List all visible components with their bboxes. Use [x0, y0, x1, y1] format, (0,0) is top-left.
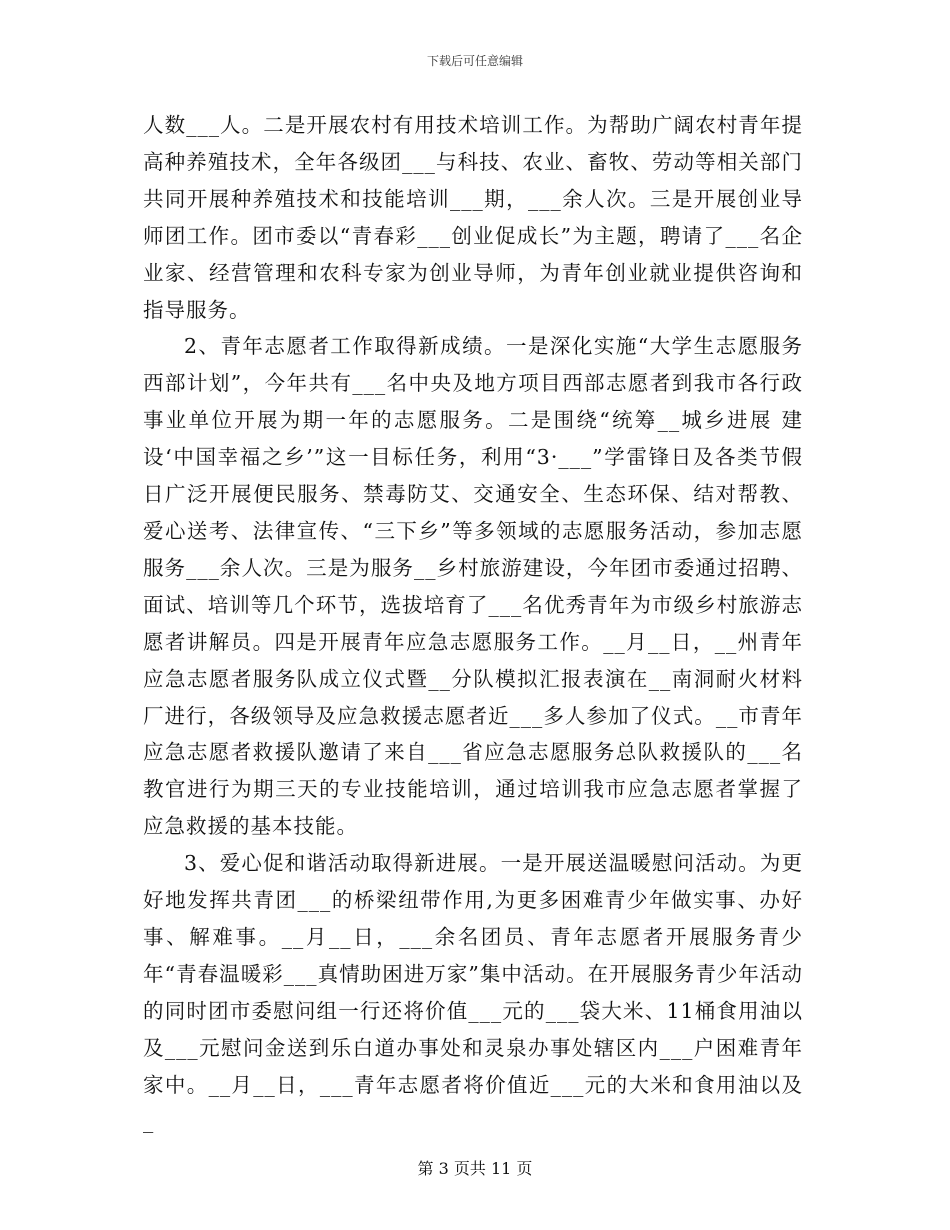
paragraph-2: 2、青年志愿者工作取得新成绩。一是深化实施“大学生志愿服务西部计划”，今年共有___名中央及地方项目西部志愿者到我市各行政事业单位开展为期一年的志愿服务。二是围绕“统筹__城乡进展 建设‘中国幸福之乡’”这一目标任务，利用“3·___”学雷锋日及各类节假日广泛开展便民服务、禁毒防艾、交通安全、生态环保、结对帮教、爱心送考、法律宣传、“三下乡”等多领域的志愿服务活动，参加志愿服务___余人次。三是为服务__乡村旅游建设，今年团市委通过招聘、面试、培训等几个环节，选拔培育了___名优秀青年为市级乡村旅游志愿者讲解员。四是开展青年应急志愿服务工作。__月__日，__州青年应急志愿者服务队成立仪式暨__分队模拟汇报表演在__南洞耐火材料厂进行，各级领导及应急救援志愿者近___多人参加了仪式。__市青年应急志愿者救援队邀请了来自___省应急志愿服务总队救援队的___名教官进行为期三天的专业技能培训，通过培训我市应急志愿者掌握了应急救援的基本技能。 — [143, 334, 803, 839]
page-header: 下载后可任意编辑 — [426, 54, 523, 68]
page-number: 第 3 页共 11 页 — [417, 1159, 533, 1178]
document-body — [143, 107, 803, 1140]
paragraph-3: 3、爱心促和谐活动取得新进展。一是开展送温暖慰问活动。为更好地发挥共青团___的桥梁纽带作用,为更多困难青少年做实事、办好事、解难事。__月__日，___余名团员、青年志愿者开展服务青少年“青春温暖彩___真情助困进万家”集中活动。在开展服务青少年活动的同时团市委慰问组一行还将价值___元的___袋大米、11桶食用油以及___元慰问金送到乐白道办事处和灵泉办事处辖区内___户困难青年家中。__月__日，___青年志愿者将价值近___元的大米和食用油以及_ — [143, 851, 803, 1134]
paragraph-1: 人数___人。二是开展农村有用技术培训工作。为帮助广阔农村青年提高种养殖技术，全年各级团___与科技、农业、畜牧、劳动等相关部门共同开展种养殖技术和技能培训___期，___余人次。三是开展创业导师团工作。团市委以“青春彩___创业促成长”为主题，聘请了___名企业家、经营管理和农科专家为创业导师，为青年创业就业提供咨询和指导服务。 — [143, 113, 803, 322]
